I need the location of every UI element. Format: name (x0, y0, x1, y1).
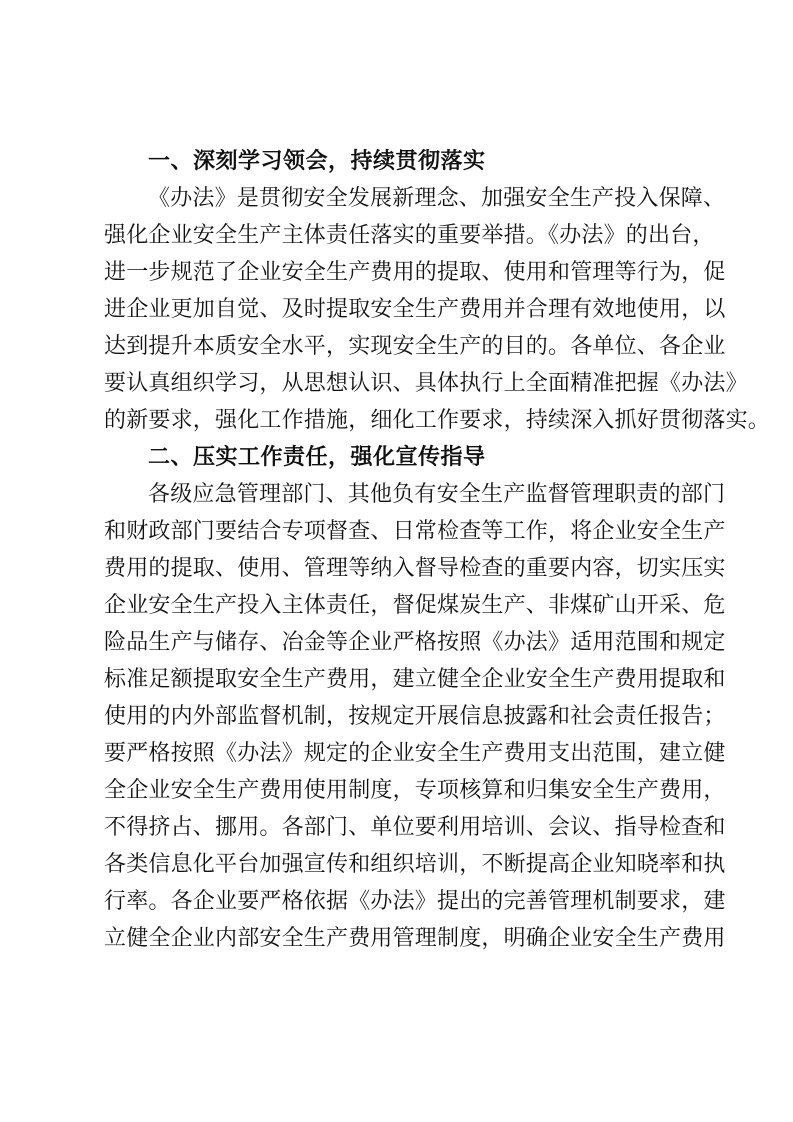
document-body (104, 143, 771, 957)
paragraph-line: 企业安全生产投入主体责任，督促煤炭生产、非煤矿山开采、危 (104, 593, 726, 618)
section-heading-1: 一、深刻学习领会，持续贯彻落实 (148, 149, 486, 174)
paragraph-line: 全企业安全生产费用使用制度，专项核算和归集安全生产费用， (104, 778, 726, 803)
paragraph-line: 要严格按照《办法》规定的企业安全生产费用支出范围，建立健 (104, 741, 726, 766)
paragraph-line: 行率。各企业要严格依据《办法》提出的完善管理机制要求，建 (104, 889, 726, 914)
paragraph-line: 各类信息化平台加强宣传和组织培训，不断提高企业知晓率和执 (104, 852, 726, 877)
paragraph-line: 费用的提取、使用、管理等纳入督导检查的重要内容，切实压实 (104, 556, 726, 581)
section-paragraph-2 (104, 476, 726, 957)
paragraph-line: 进一步规范了企业安全生产费用的提取、使用和管理等行为，促 (104, 260, 726, 285)
section-heading-2: 二、压实工作责任，强化宣传指导 (148, 445, 486, 470)
paragraph-line: 强化企业安全生产主体责任落实的重要举措。《办法》的出台， (104, 223, 715, 248)
paragraph-line: 进企业更加自觉、及时提取安全生产费用并合理有效地使用，以 (104, 297, 726, 322)
paragraph-line: 险品生产与储存、冶金等企业严格按照《办法》适用范围和规定 (104, 630, 726, 655)
section-paragraph-1 (104, 180, 771, 439)
paragraph-line: 使用的内外部监督机制，按规定开展信息披露和社会责任报告； (104, 704, 726, 729)
paragraph-line: 达到提升本质安全水平，实现安全生产的目的。各单位、各企业 (104, 334, 726, 359)
paragraph-line: 的新要求，强化工作措施，细化工作要求，持续深入抓好贯彻落实。 (104, 408, 771, 433)
paragraph-line: 标准足额提取安全生产费用，建立健全企业安全生产费用提取和 (104, 667, 726, 692)
paragraph-line: 不得挤占、挪用。各部门、单位要利用培训、会议、指导检查和 (104, 815, 726, 840)
paragraph-line: 要认真组织学习，从思想认识、具体执行上全面精准把握《办法》 (104, 371, 748, 396)
paragraph-line: 《办法》是贯彻安全发展新理念、加强安全生产投入保障、 (148, 186, 726, 211)
paragraph-line: 和财政部门要结合专项督查、日常检查等工作，将企业安全生产 (104, 519, 726, 544)
paragraph-line: 各级应急管理部门、其他负有安全生产监督管理职责的部门 (148, 482, 726, 507)
paragraph-line: 立健全企业内部安全生产费用管理制度，明确企业安全生产费用 (104, 926, 726, 951)
